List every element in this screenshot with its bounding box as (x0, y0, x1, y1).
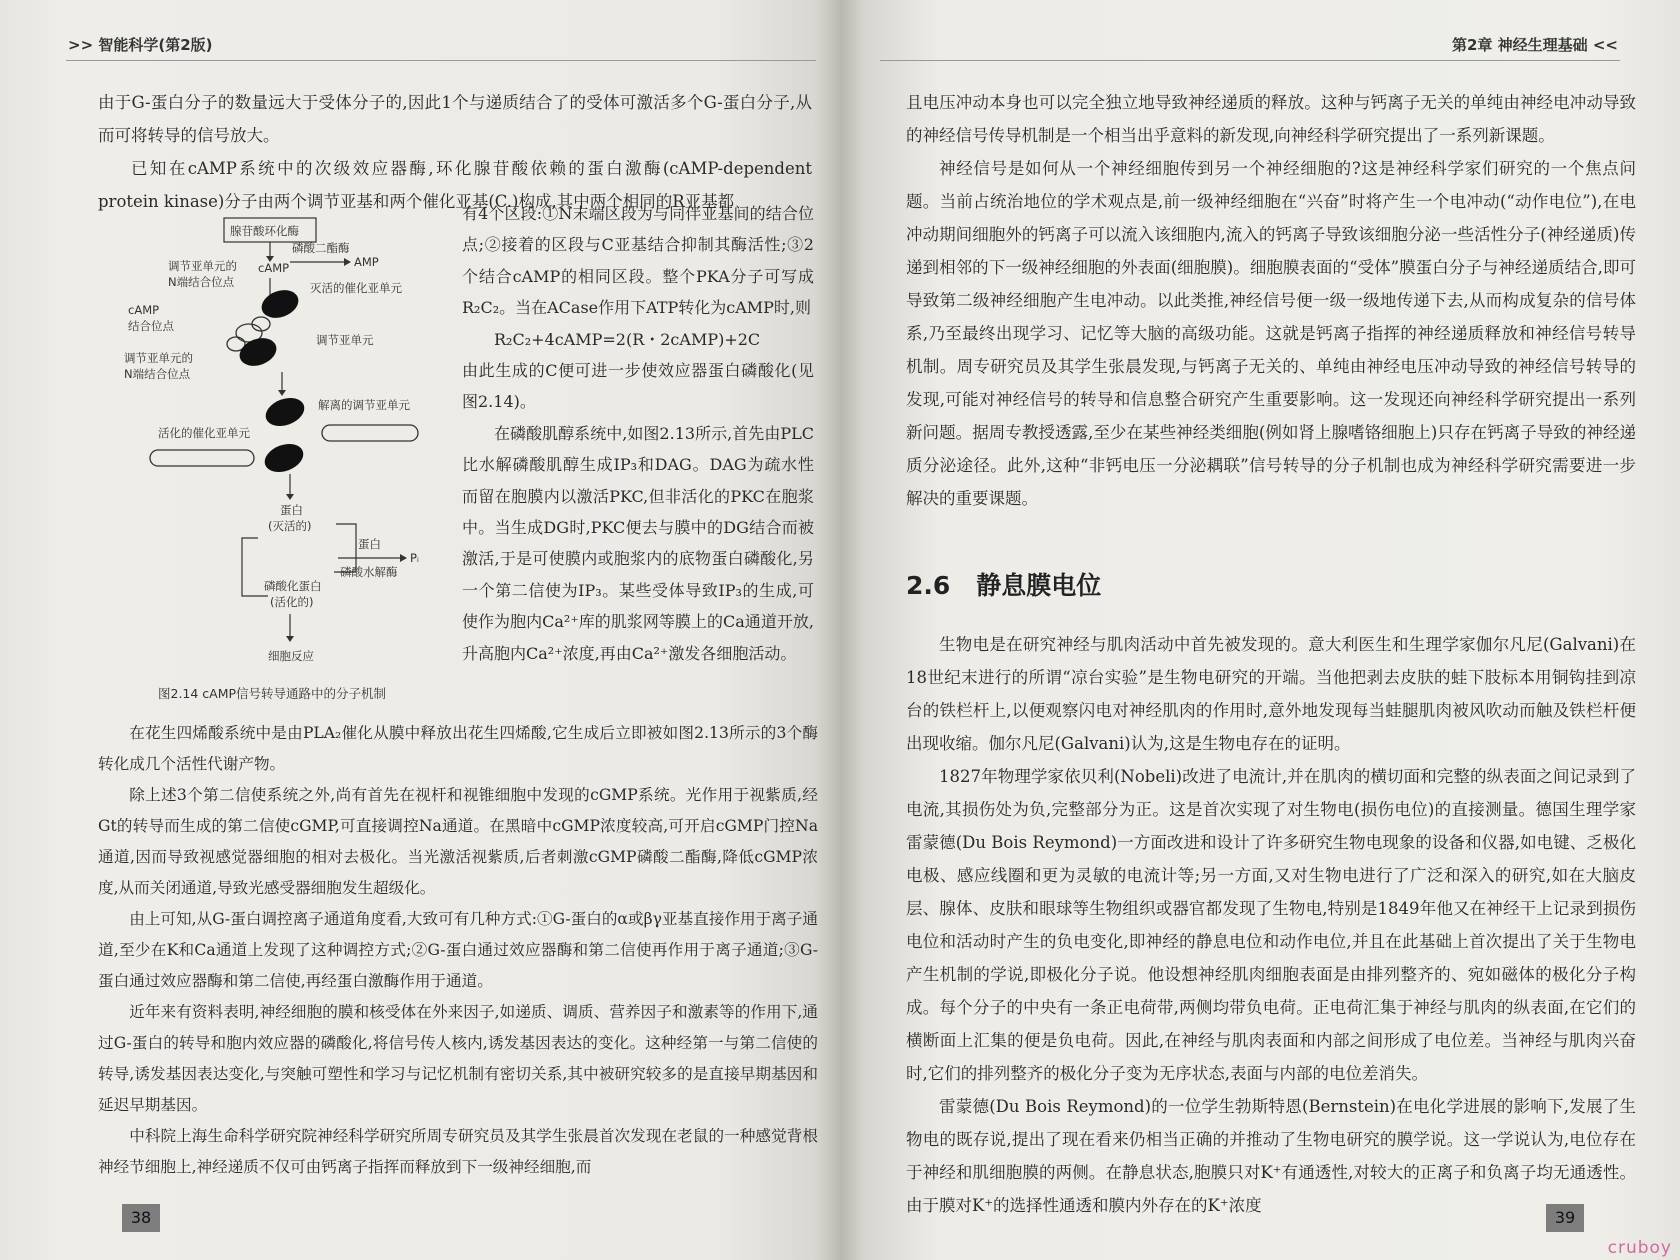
paragraph: 神经信号是如何从一个神经细胞传到另一个神经细胞的?这是神经科学家们研究的一个焦点问题。当前占统治地位的学术观点是,前一级神经细胞在“兴奋”时将产生一个电冲动(“动作电位”),在电冲动期间细胞外的钙离子可以流入该细胞内,流入的钙离子导致该细胞分泌一些活性分子(神经递质)传递到相邻的下一级神经细胞的外表面(细胞膜)。细胞膜表面的“受体”膜蛋白分子与神经递质结合,即可导致第二级神经细胞产生电冲动。以此类推,神经信号便一级一级地传递下去,从而构成复杂的信号体系,乃至最终出现学习、记忆等大脑的高级功能。这就是钙离子指挥的神经递质释放和神经信号转导机制。周专研究员及其学生张晨发现,与钙离子无关的、单纯由神经电压冲动导致的神经信号转导的发现,可能对神经信号的转导和信息整合研究产生重要影响。这一发现还向神经科学研究提出一系列新问题。据周专教授透露,至少在某些神经类细胞(例如肾上腺嗜铬细胞上)只存在钙离子导致的神经递质分泌途径。此外,这种“非钙电压一分泌耦联”信号转导的分子机制也成为神经科学研究需要进一步解决的重要课题。 (906, 159, 1636, 508)
section-title: 静息膜电位 (976, 571, 1102, 600)
paragraph: 在花生四烯酸系统中是由PLA₂催化从膜中释放出花生四烯酸,它生成后立即被如图2.13所示的3个酶转化成几个活性代谢产物。 (98, 724, 818, 773)
reg-n-label-4: N端结合位点 (124, 367, 191, 381)
left-page-number: 38 (122, 1204, 160, 1232)
phos-protein-label-1: 磷酸化蛋白 (264, 579, 322, 593)
paragraph: 雷蒙德(Du Bois Reymond)的一位学生勃斯特恩(Bernstein)在电化学进展的影响下,发展了生物电的既存说,提出了现在看来仍相当正确的并推动了生物电研究的膜学说。这一学说认为,电位存在于神经和肌细胞膜的两侧。在静息状态,胞膜只对K⁺有通透性,对较大的正离子和负离子均无通透性。由于膜对K⁺的选择性通透和膜内外存在的K⁺浓度 (906, 1097, 1636, 1215)
phos-protein-label-2: (活化的) (270, 595, 314, 609)
inactive-cat-label: 灭活的催化亚单元 (310, 281, 402, 295)
paragraph: 1827年物理学家依贝利(Nobeli)改进了电流计,并在肌肉的横切面和完整的纵表面之间记录到了电流,其损伤处为负,完整部分为正。这是首次实现了对生物电(损伤电位)的直接测量。德国生理学家雷蒙德(Du Bois Reymond)一方面改进和设计了许多研究生物电现象的设备和仪器,如电键、乏极化电极、感应线圈和更为灵敏的电流计等;另一方面,又对生物电进行了广泛和深入的研究,如在大脑皮层、腺体、皮肤和眼球等生物组织或器官都发现了生物电,特别是1849年他又在神经干上记录到损伤电位和活动时产生的负电变化,即神经的静息电位和动作电位,并且在此基础上首次提出了关于生物电产生机制的学说,即极化分子说。他设想神经肌肉细胞表面是由排列整齐的、宛如磁体的极化分子构成。每个分子的中央有一条正电荷带,两侧均带负电荷。正电荷汇集于神经与肌肉的纵表面,在它们的横断面上汇集的便是负电荷。因此,在神经与肌肉表面和内部之间形成了电位差。当神经与肌肉兴奋时,它们的排列整齐的极化分子变为无序状态,表面与内部的电位差消失。 (906, 767, 1636, 1083)
reg-n-label-2: N端结合位点 (168, 275, 235, 289)
enzyme-box-label: 腺苷酸环化酶 (230, 224, 299, 238)
right-page (840, 0, 1680, 1260)
arrow-head-5 (286, 636, 294, 642)
right-bottom-text (906, 628, 1636, 1222)
camp-pathway-diagram (118, 212, 458, 682)
right-header-rule (880, 60, 1620, 61)
figure-caption: 图2.14 cAMP信号转导通路中的分子机制 (158, 686, 387, 701)
camp-site-label-1: cAMP (128, 303, 160, 317)
catalytic-subunit-free-2 (261, 439, 307, 477)
left-bottom-text (98, 718, 818, 1183)
right-running-header: 第2章 神经生理基础 << (1451, 36, 1618, 54)
amp-label: AMP (354, 255, 379, 269)
protein-inactive-label-1: 蛋白 (280, 503, 303, 517)
reg-n-label-1: 调节亚单元的 (168, 259, 237, 273)
right-page-number: 39 (1546, 1204, 1584, 1232)
phos-hydrolase-label: 磷酸水解酶 (340, 565, 398, 579)
dissoc-reg-subunit-2 (150, 450, 254, 466)
right-top-text (906, 86, 1636, 515)
paragraph: R₂C₂+4cAMP=2(R・2cAMP)+2C (494, 329, 761, 349)
left-float-text (462, 198, 814, 669)
pde-arrow-head (344, 258, 351, 266)
paragraph: 且电压冲动本身也可以完全独立地导致神经递质的释放。这种与钙离子无关的单纯由神经电冲动导致的神经信号传导机制是一个相当出乎意料的新发现,向神经科学研究提出了一系列新课题。 (906, 93, 1636, 145)
paragraph: 由于G-蛋白分子的数量远大于受体分子的,因此1个与递质结合了的受体可激活多个G-蛋白分子,从而可将转导的信号放大。 (98, 93, 812, 145)
dissoc-reg-subunit-1 (322, 425, 418, 441)
protein-right-label: 蛋白 (358, 537, 381, 551)
paragraph: 近年来有资料表明,神经细胞的膜和核受体在外来因子,如递质、调质、营养因子和激素等的作用下,通过G-蛋白的转导和胞内效应器的磷酸化,将信号传人核内,诱发基因表达的变化。这种经第一与第二信使的转导,诱发基因表达变化,与突触可塑性和学习与记忆机制有密切关系,其中被研究较多的是直接早期基因和延迟早期基因。 (98, 1003, 818, 1114)
paragraph: 已知在cAMP系统中的次级效应器酶,环化腺苷酸依赖的蛋白激酶(cAMP-dependent protein kinase)分子由两个调节亚基和两个催化亚基(C.)构成,其中两个相同的R亚基都 (98, 159, 812, 211)
protein-inactive-label-2: (灭活的) (268, 519, 312, 533)
paragraph: 由此生成的C便可进一步使效应器蛋白磷酸化(见图2.14)。 (462, 361, 814, 412)
cell-response-label: 细胞反应 (268, 649, 314, 663)
catalytic-subunit-free-1 (262, 393, 308, 431)
paragraph: 有4个区段:①N末端区段为与同伴亚基间的结合位点;②接着的区段与C亚基结合抑制其酶活性;③2个结合cAMP的相同区段。整个PKA分子可写成R₂C₂。当在ACase作用下ATP转化为cAMP时,则 (462, 204, 814, 318)
figure-2-14 (118, 212, 458, 682)
section-heading (906, 566, 1101, 602)
pde-label: 磷酸二酯酶 (292, 241, 350, 255)
reg-sub-label: 调节亚单元 (316, 333, 374, 347)
active-cat-label: 活化的催化亚单元 (158, 426, 250, 440)
pi-arrow-head (400, 554, 407, 562)
paragraph: 由上可知,从G-蛋白调控离子通道角度看,大致可有几种方式:①G-蛋白的α或βγ亚基直接作用于离子通道,至少在K和Ca通道上发现了这种调控方式;②G-蛋白通过效应器酶和第二信使再作用于离子通道;③G-蛋白通过效应器酶和第二信使,再经蛋白激酶作用于通道。 (98, 910, 818, 990)
camp-label: cAMP (258, 261, 290, 275)
section-number: 2.6 (906, 571, 951, 600)
paragraph: 中科院上海生命科学研究院神经科学研究所周专研究员及其学生张晨首次发现在老鼠的一种感觉背根神经节细胞上,神经递质不仅可由钙离子指挥而释放到下一级神经细胞,而 (98, 1127, 818, 1176)
pi-label: Pᵢ (410, 551, 419, 565)
paragraph: 在磷酸肌醇系统中,如图2.13所示,首先由PLC比水解磷酸肌醇生成IP₃和DAG。DAG为疏水性而留在胞膜内以激活PKC,但非活化的PKC在胞浆中。当生成DG时,PKC便去与膜中的DG结合而被激活,于是可使膜内或胞浆内的底物蛋白磷酸化,另一个第二信使为IP₃。某些受体导致IP₃的生成,可使作为胞内Ca²⁺库的肌浆网等膜上的Ca通道开放,升高胞内Ca²⁺浓度,再由Ca²⁺激发各细胞活动。 (462, 423, 814, 663)
arrow-head-3 (278, 390, 286, 396)
camp-site-label-2: 结合位点 (128, 319, 174, 333)
left-running-header: >> 智能科学(第2版) (68, 36, 213, 54)
reg-n-label-3: 调节亚单元的 (124, 351, 193, 365)
paragraph: 除上述3个第二信使系统之外,尚有首先在视杆和视锥细胞中发现的cGMP系统。光作用于视紫质,经Gt的转导而生成的第二信使cGMP,可直接调控Na通道。在黑暗中cGMP浓度较高,可开启cGMP门控Na通道,因而导致视感觉器细胞的相对去极化。当光激活视紫质,后者刺激cGMP磷酸二酯酶,降低cGMP浓度,从而关闭通道,导致光感受器细胞发生超级化。 (98, 786, 818, 897)
paragraph: 生物电是在研究神经与肌肉活动中首先被发现的。意大利医生和生理学家伽尔凡尼(Galvani)在18世纪末进行的所谓“凉台实验”是生物电研究的开端。当他把剥去皮肤的蛙下肢标本用铜钩挂到凉台的铁栏杆上,以便观察闪电对神经肌肉的作用时,意外地发现每当蛙腿肌肉被风吹动而触及铁栏杆便出现收缩。伽尔凡尼(Galvani)认为,这是生物电存在的证明。 (906, 635, 1636, 753)
left-header-rule (66, 60, 816, 61)
dissoc-reg-label: 解离的调节亚单元 (318, 398, 410, 412)
watermark: cruboy (1607, 1238, 1672, 1258)
arrow-head-4 (286, 494, 294, 500)
